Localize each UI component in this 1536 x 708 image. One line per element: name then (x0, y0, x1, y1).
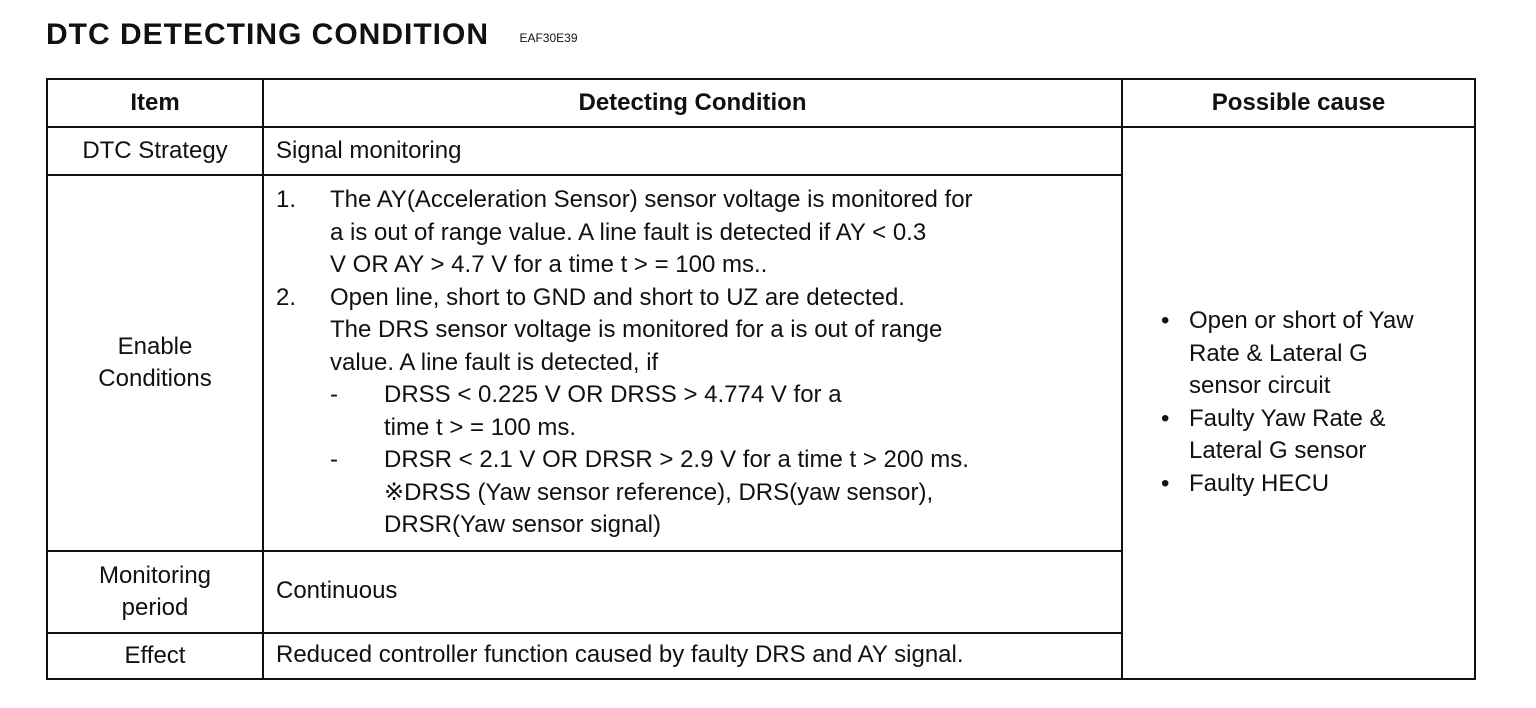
header-possible-cause: Possible cause (1122, 79, 1475, 127)
bullet-icon: • (1161, 404, 1170, 432)
drss-line-1: - DRSS < 0.225 V OR DRSS > 4.774 V for a (276, 379, 1109, 412)
item-monitoring-period (47, 551, 263, 633)
item-monitoring-line-2: period (121, 593, 189, 621)
possible-cause-list (1161, 305, 1462, 500)
note-line-2: DRSR(Yaw sensor signal) (384, 511, 661, 538)
item-enable-line-1: Enable (117, 332, 193, 360)
item-effect: Effect (47, 633, 263, 679)
section-code: EAF30E39 (519, 31, 578, 45)
note-line-1: ※DRSS (Yaw sensor reference), DRS(yaw sensor), (384, 478, 934, 506)
drsr-line-1: - DRSR < 2.1 V OR DRSR > 2.9 V for a time t > 200 ms. (276, 444, 1109, 477)
condition-effect: Reduced controller function caused by faulty DRS and AY signal. (263, 633, 1122, 679)
item-enable-line-2: Conditions (98, 364, 212, 392)
condition-2-number: 2. (276, 283, 297, 311)
table-row-dtc-strategy (47, 127, 1475, 175)
cause-1-line-1: Open or short of Yaw (1189, 307, 1414, 335)
condition-enable-conditions (263, 175, 1122, 551)
cause-1-line-2: Rate & Lateral G (1189, 339, 1368, 367)
item-enable-conditions (47, 175, 263, 551)
cause-3-line-1: Faulty HECU (1189, 469, 1330, 497)
header-item: Item (47, 79, 263, 127)
section-heading (46, 18, 578, 52)
condition-2-line-1: 2. Open line, short to GND and short to UZ are detected. (276, 282, 1109, 315)
cause-item-1 (1161, 305, 1462, 403)
condition-dtc-strategy: Signal monitoring (263, 127, 1122, 175)
dash-marker: - (330, 381, 338, 408)
condition-1-line-2: a is out of range value. A line fault is detected if AY < 0.3 (330, 218, 927, 246)
possible-cause-cell (1122, 127, 1475, 679)
cause-2-line-2: Lateral G sensor (1189, 437, 1367, 465)
condition-2-line-3: value. A line fault is detected, if (330, 348, 659, 376)
item-dtc-strategy: DTC Strategy (47, 127, 263, 175)
section-title: DTC DETECTING CONDITION (46, 18, 489, 51)
cause-item-2 (1161, 403, 1462, 468)
bullet-icon: • (1161, 469, 1170, 497)
bullet-icon: • (1161, 307, 1170, 335)
cause-item-3 (1161, 468, 1462, 501)
condition-2-line-2: The DRS sensor voltage is monitored for a is out of range (330, 316, 943, 343)
condition-1-number: 1. (276, 186, 297, 213)
item-monitoring-line-1: Monitoring (98, 561, 212, 589)
cause-2-line-1: Faulty Yaw Rate & (1189, 404, 1386, 432)
dtc-condition-table (46, 78, 1476, 680)
dash-marker: - (330, 446, 338, 473)
condition-1-line-1: 1. The AY(Acceleration Sensor) sensor voltage is monitored for (276, 184, 1109, 217)
header-detecting-condition: Detecting Condition (263, 79, 1122, 127)
cause-1-line-3: sensor circuit (1189, 372, 1331, 400)
table-header-row (47, 79, 1475, 127)
condition-monitoring-period: Continuous (263, 551, 1122, 633)
condition-1-line-3: V OR AY > 4.7 V for a time t > = 100 ms.. (330, 251, 768, 278)
drss-line-2: time t > = 100 ms. (384, 413, 577, 441)
